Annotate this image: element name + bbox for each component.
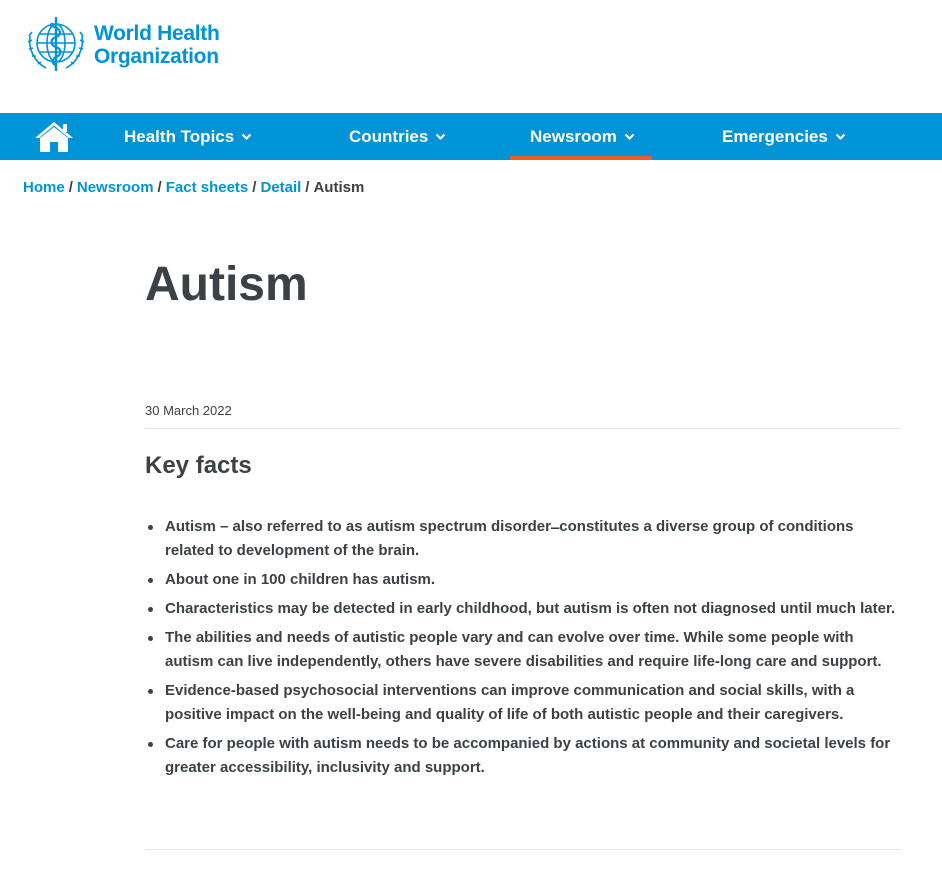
list-item: Autism – also referred to as autism spectrum disorder ̶ constitutes a diverse group of conditions related to development of the brain. (165, 515, 905, 563)
chevron-down-icon (435, 133, 446, 141)
list-item: Care for people with autism needs to be accompanied by actions at community and societal levels for greater accessibility, inclusivity and support. (165, 732, 905, 780)
nav-emergencies[interactable] (722, 113, 846, 160)
chevron-down-icon (241, 133, 252, 141)
nav-health-topics[interactable] (124, 113, 252, 160)
breadcrumb-separator: / (157, 179, 162, 196)
who-emblem-icon (22, 14, 90, 76)
nav-newsroom-label: Newsroom (530, 126, 617, 146)
nav-countries-label: Countries (349, 126, 429, 146)
breadcrumb-fact-sheets[interactable]: Fact sheets (165, 179, 249, 196)
page-title: Autism (145, 258, 308, 311)
main-navigation (0, 113, 942, 160)
publish-date: 30 March 2022 (145, 403, 232, 418)
who-logo-link[interactable] (22, 14, 220, 76)
nav-emergencies-label: Emergencies (722, 126, 828, 146)
logo-line-2: Organization (94, 45, 219, 68)
breadcrumb-detail[interactable]: Detail (260, 179, 302, 196)
breadcrumb-current: Autism (313, 179, 365, 196)
site-header (0, 0, 942, 113)
chevron-down-icon (835, 133, 846, 141)
key-facts-list (145, 515, 905, 785)
key-facts-heading: Key facts (145, 452, 252, 479)
chevron-down-icon (624, 133, 635, 141)
nav-health-topics-label: Health Topics (124, 126, 235, 146)
breadcrumb (23, 179, 364, 196)
logo-line-1: World Health (94, 22, 220, 45)
nav-newsroom[interactable] (510, 113, 652, 160)
breadcrumb-separator: / (305, 179, 310, 196)
list-item: The abilities and needs of autistic people vary and can evolve over time. While some people with autism can live independently, others have severe disabilities and require life-long care and support. (165, 626, 905, 674)
home-button[interactable] (34, 121, 74, 153)
home-icon (34, 121, 74, 153)
nav-countries[interactable] (349, 113, 446, 160)
breadcrumb-separator: / (68, 179, 73, 196)
list-item: Characteristics may be detected in early childhood, but autism is often not diagnosed until much later. (165, 597, 905, 621)
breadcrumb-newsroom[interactable]: Newsroom (76, 179, 154, 196)
breadcrumb-home[interactable]: Home (23, 179, 65, 196)
divider (145, 849, 901, 850)
divider (145, 428, 901, 429)
breadcrumb-separator: / (252, 179, 257, 196)
list-item: Evidence-based psychosocial interventions can improve communication and social skills, with a positive impact on the well-being and quality of life of both autistic people and their caregivers. (165, 679, 905, 727)
list-item: About one in 100 children has autism. (165, 568, 905, 592)
